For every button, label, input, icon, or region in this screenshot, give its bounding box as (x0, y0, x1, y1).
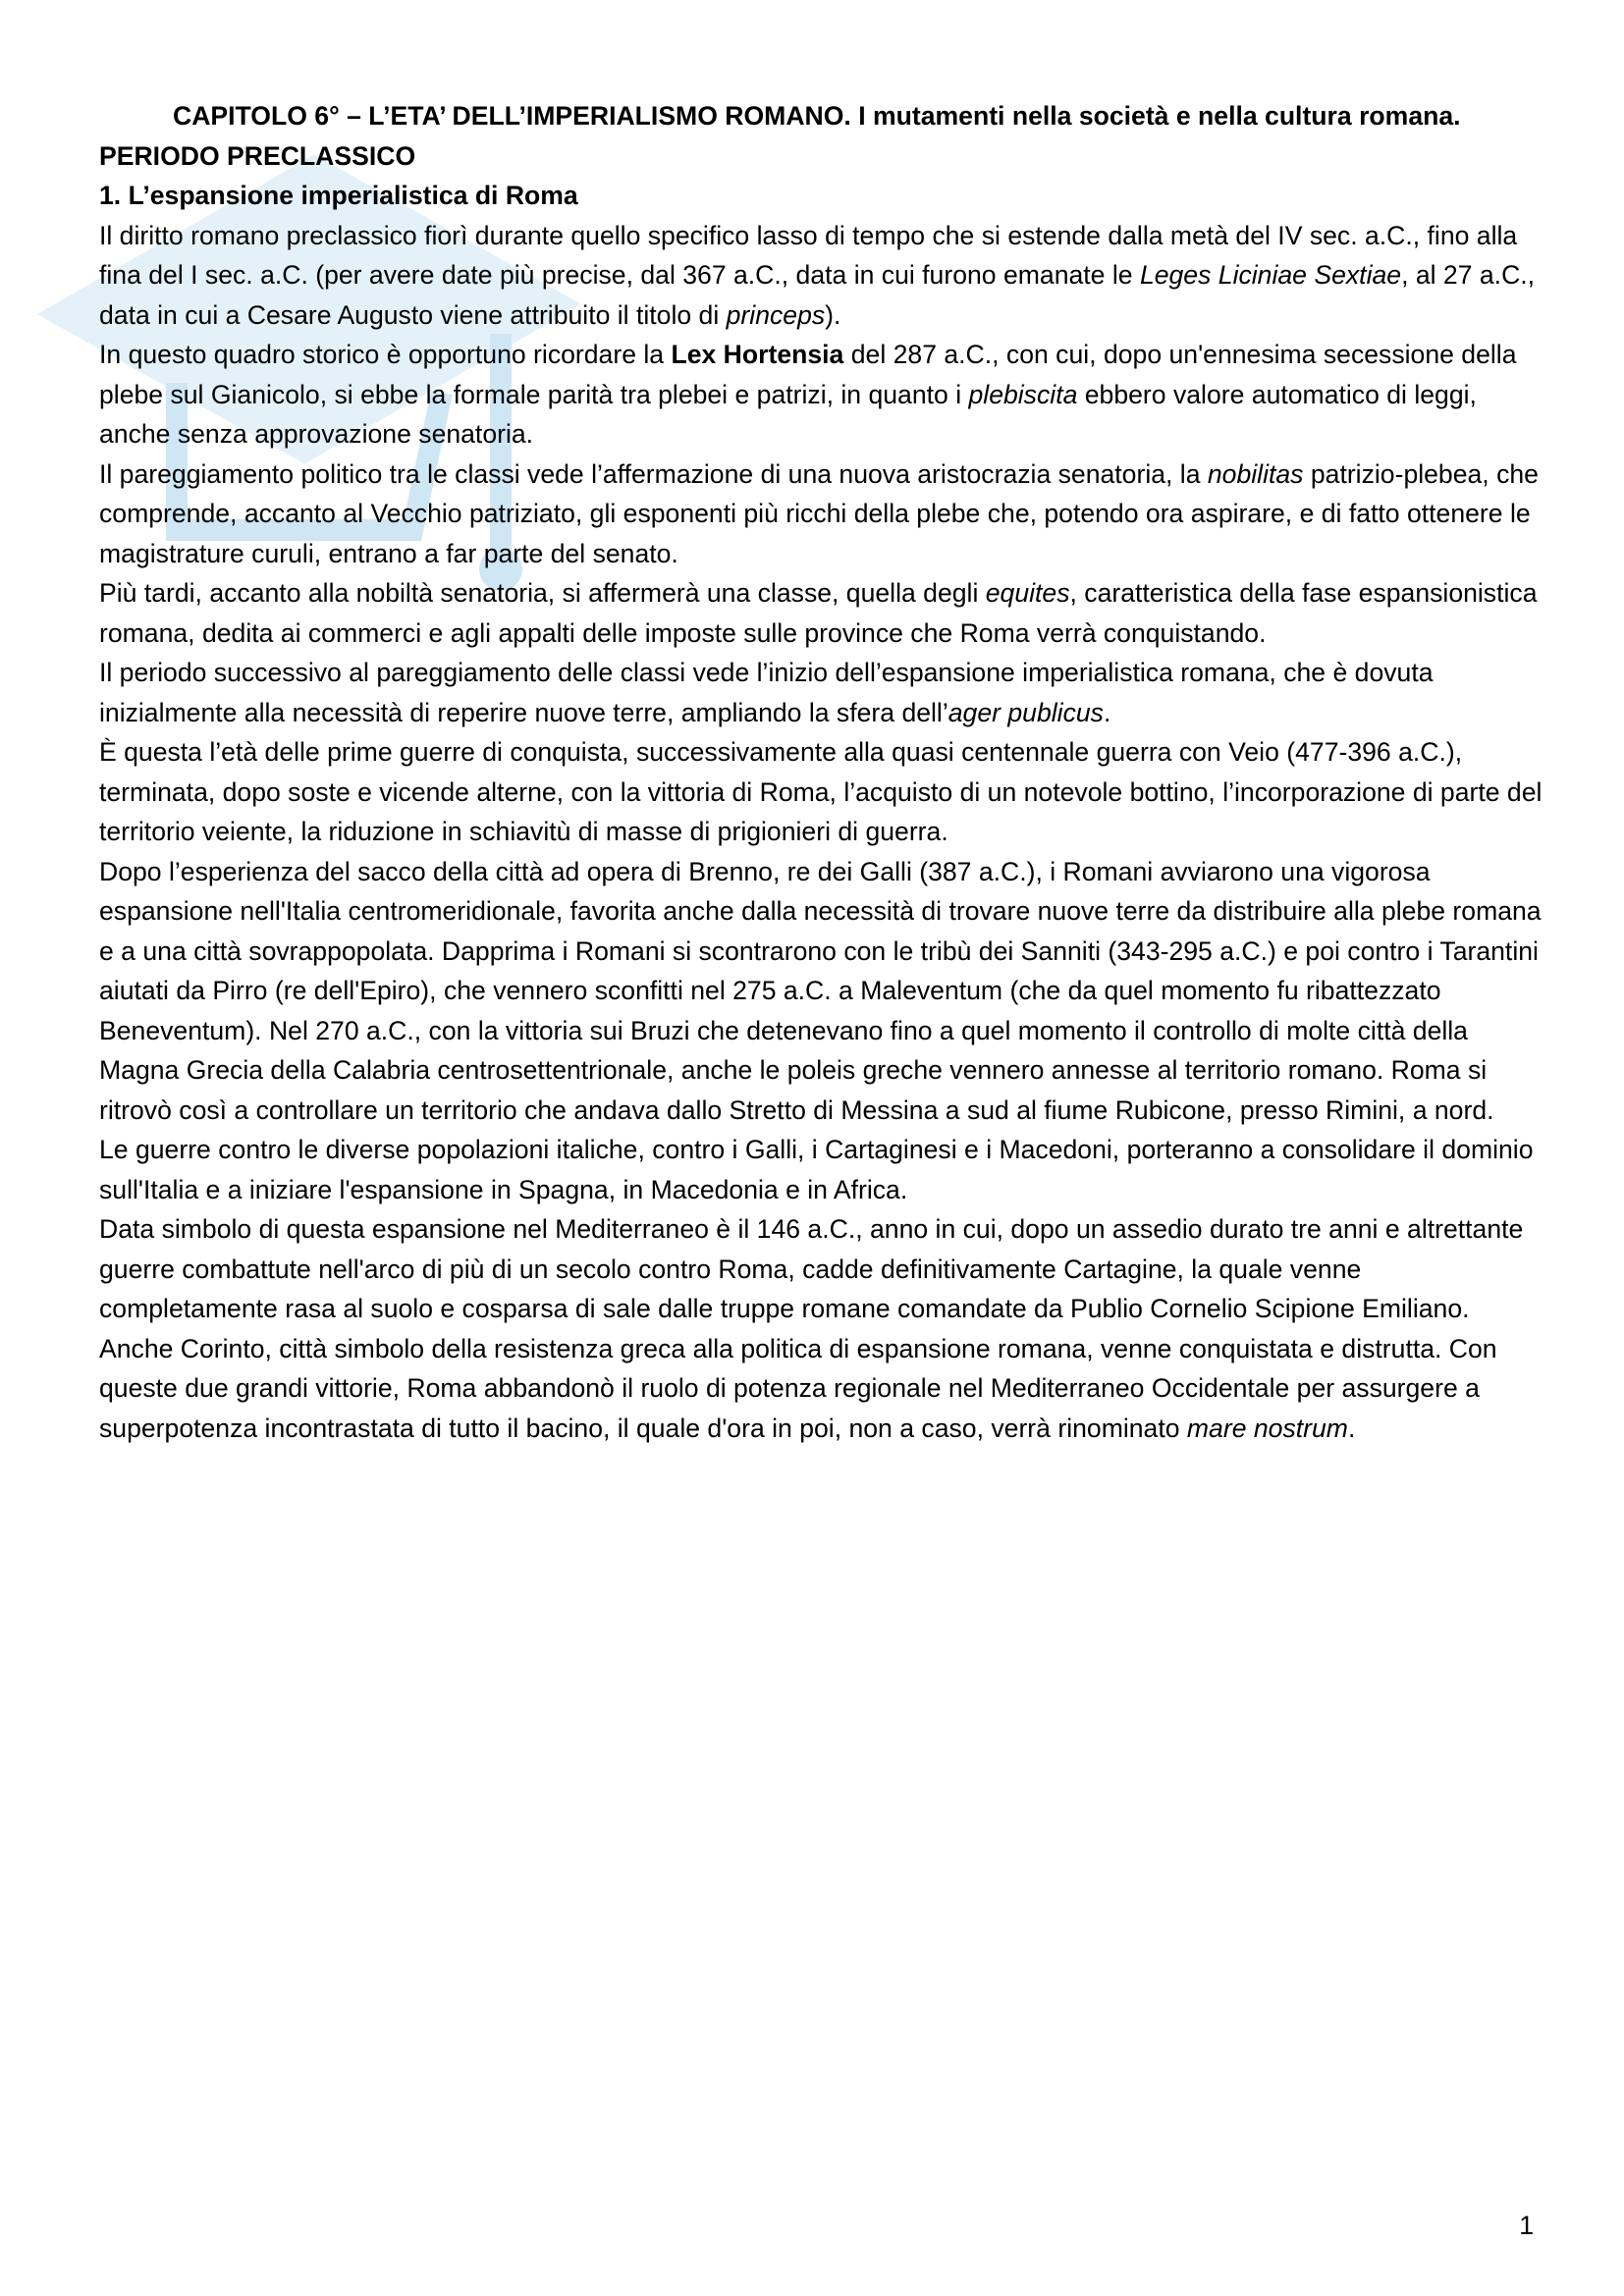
page-number: 1 (1519, 2211, 1534, 2240)
paragraph-9: Data simbolo di questa espansione nel Mediterraneo è il 146 a.C., anno in cui, dopo un assedio durato tre anni e altrettante guerre combattute nell'arco di più di un secolo contro Roma, cadde definitivamente Cartagine, la quale venne completamente rasa al suolo e cosparsa di sale dalle truppe romane comandate da Publio Cornelio Scipione Emiliano. Anche Corinto, città simbolo della resistenza greca alla politica di espansione romana, venne conquistata e distrutta. Con queste due grandi vittorie, Roma abbandonò il ruolo di potenza regionale nel Mediterraneo Occidentale per assurgere a superpotenza incontrastata di tutto il bacino, il quale d'ora in poi, non a caso, verrà rinominato mare nostrum. (99, 1214, 1524, 1443)
document-body (99, 96, 1543, 1448)
period-heading: PERIODO PRECLASSICO (99, 140, 416, 171)
paragraph-5: Il periodo successivo al pareggiamento delle classi vede l’inizio dell’espansione imperialistica romana, che è dovuta inizialmente alla necessità di reperire nuove terre, ampliando la sfera dell’ager publicus. (99, 658, 1434, 727)
chapter-title: CAPITOLO 6° – L’ETA’ DELL’IMPERIALISMO ROMANO. I mutamenti nella società e nella cultura romana. (173, 101, 1461, 131)
paragraph-3: Il pareggiamento politico tra le classi vede l’affermazione di una nuova aristocrazia senatoria, la nobilitas patrizio-plebea, che comprende, accanto al Vecchio patriziato, gli esponenti più ricchi della plebe che, potendo ora aspirare, e di fatto ottenere le magistrature curuli, entrano a far parte del senato. (99, 458, 1539, 568)
paragraph-4: Più tardi, accanto alla nobiltà senatoria, si affermerà una classe, quella degli equites, caratteristica della fase espansionistica romana, dedita ai commerci e agli appalti delle imposte sulle province che Roma verrà conquistando. (99, 578, 1538, 648)
paragraph-1: Il diritto romano preclassico fiorì durante quello specifico lasso di tempo che si estende dalla metà del IV sec. a.C., fino alla fina del I sec. a.C. (per avere date più precise, dal 367 a.C., data in cui furono emanate le Leges Liciniae Sextiae, al 27 a.C., data in cui a Cesare Augusto viene attribuito il titolo di princeps). (99, 220, 1536, 330)
paragraph-8: Le guerre contro le diverse popolazioni italiche, contro i Galli, i Cartaginesi e i Macedoni, porteranno a consolidare il dominio sull'Italia e a iniziare l'espansione in Spagna, in Macedonia e in Africa. (99, 1135, 1534, 1204)
paragraph-6: È questa l’età delle prime guerre di conquista, successivamente alla quasi centennale guerra con Veio (477-396 a.C.), terminata, dopo soste e vicende alterne, con la vittoria di Roma, l’acquisto di un notevole bottino, l’incorporazione di parte del territorio veiente, la riduzione in schiavitù di masse di prigionieri di guerra. (99, 737, 1543, 846)
paragraph-2: In questo quadro storico è opportuno ricordare la Lex Hortensia del 287 a.C., con cui, dopo un'ennesima secessione della plebe sul Gianicolo, si ebbe la formale parità tra plebei e patrizi, in quanto i plebiscita ebbero valore automatico di leggi, anche senza approvazione senatoria. (99, 340, 1517, 449)
paragraph-7: Dopo l’esperienza del sacco della città ad opera di Brenno, re dei Galli (387 a.C.), i Romani avviarono una vigorosa espansione nell'Italia centromeridionale, favorita anche dalla necessità di trovare nuove terre da distribuire alla plebe romana e a una città sovrappopolata. Dapprima i Romani si scontrarono con le tribù dei Sanniti (343-295 a.C.) e poi contro i Tarantini aiutati da Pirro (re dell'Epiro), che vennero sconfitti nel 275 a.C. a Maleventum (che da quel momento fu ribattezzato Beneventum). Nel 270 a.C., con la vittoria sui Bruzi che detenevano fino a quel momento il controllo di molte città della Magna Grecia della Calabria centrosettentrionale, anche le poleis greche vennero annesse al territorio romano. Roma si ritrovò così a controllare un territorio che andava dallo Stretto di Messina a sud al fiume Rubicone, presso Rimini, a nord. (99, 856, 1542, 1125)
section-heading: 1. L’espansione imperialistica di Roma (99, 181, 578, 210)
